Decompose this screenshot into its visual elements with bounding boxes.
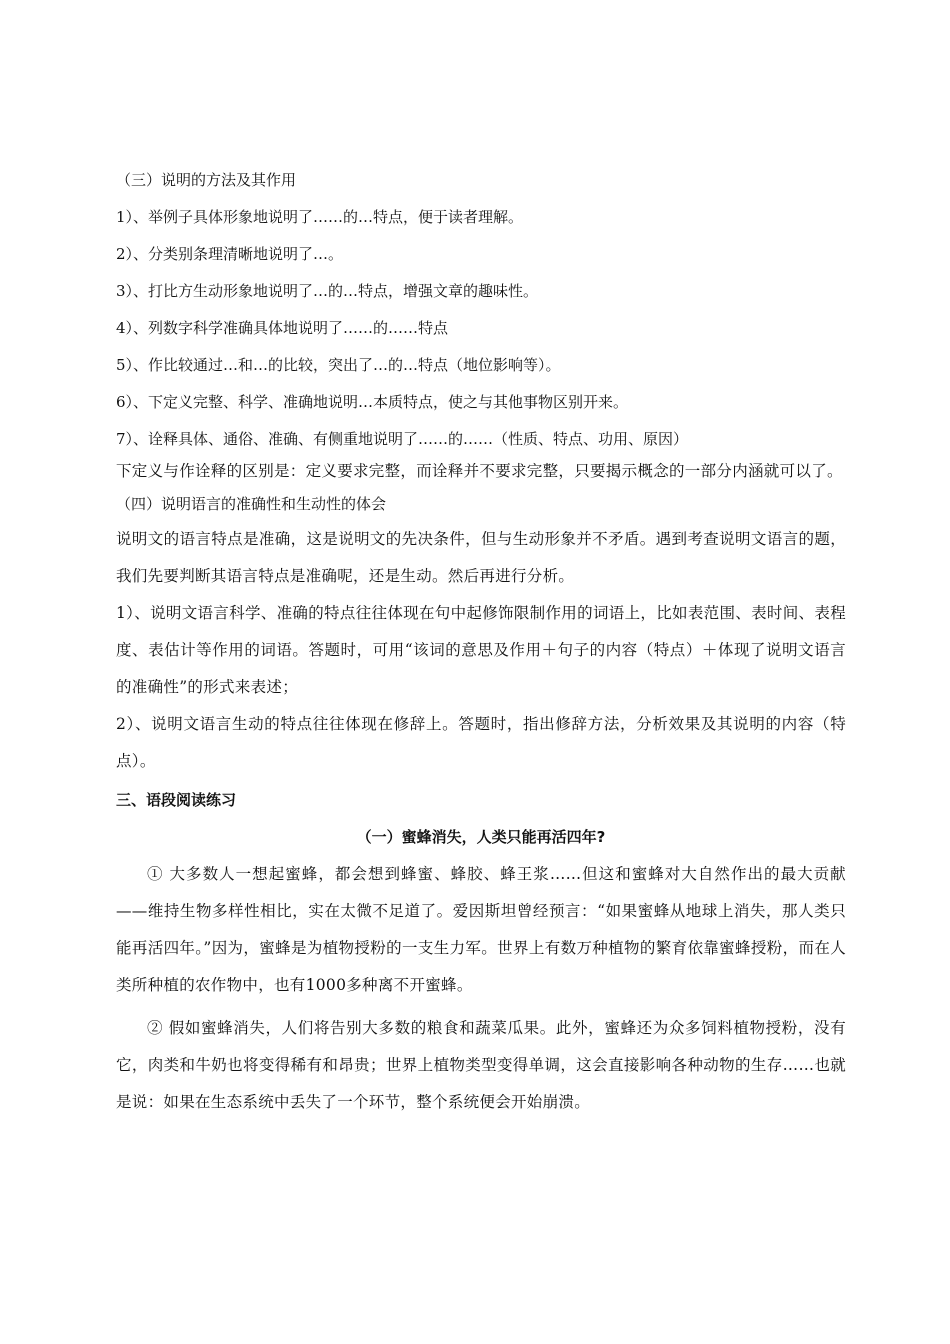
section4-point-2: 2）、说明文语言生动的特点往往体现在修辞上。答题时，指出修辞方法，分析效果及其说明的内容（特点）。 [116,715,846,770]
article-paragraph-2: ② 假如蜜蜂消失，人们将告别大多数的粮食和蔬菜瓜果。此外，蜜蜂还为众多饲料植物授粉，没有它，肉类和牛奶也将变得稀有和昂贵；世界上植物类型变得单调，这会直接影响各种动物的生存……也就是说：如果在生态系统中丢失了一个环节，整个系统便会开始崩溃。 [116,1019,846,1111]
section3-item-6: 6）、下定义完整、科学、准确地说明…本质特点，使之与其他事物区别开来。 [116,393,629,411]
section3-note: 下定义与作诠释的区别是：定义要求完整，而诠释并不要求完整，只要揭示概念的一部分内涵就可以了。 [116,462,843,480]
section3-item-2: 2）、分类别条理清晰地说明了…。 [116,245,344,263]
article-paragraph-1: ① 大多数人一想起蜜蜂，都会想到蜂蜜、蜂胶、蜂王浆……但这和蜜蜂对大自然作出的最大贡献——维持生物多样性相比，实在太微不足道了。爱因斯坦曾经预言：“如果蜜蜂从地球上消失，那人类只能再活四年。”因为，蜜蜂是为植物授粉的一支生力军。世界上有数万种植物的繁育依靠蜜蜂授粉，而在人类所种植的农作物中，也有1000多种离不开蜜蜂。 [116,865,846,994]
part3-heading: 三、语段阅读练习 [116,791,237,809]
document-body [116,170,846,1121]
article-title: （一）蜜蜂消失，人类只能再活四年? [356,828,606,846]
section3-heading: （三）说明的方法及其作用 [116,171,297,189]
section4-heading: （四）说明语言的准确性和生动性的体会 [116,495,387,513]
section3-item-5: 5）、作比较通过…和…的比较，突出了…的…特点（地位影响等）。 [116,356,561,374]
section4-intro: 说明文的语言特点是准确，这是说明文的先决条件，但与生动形象并不矛盾。遇到考查说明文语言的题，我们先要判断其语言特点是准确呢，还是生动。然后再进行分析。 [116,530,846,585]
section3-item-4: 4）、列数字科学准确具体地说明了……的……特点 [116,319,449,337]
section3-item-3: 3）、打比方生动形象地说明了…的…特点，增强文章的趣味性。 [116,282,539,300]
section4-point-1: 1）、说明文语言科学、准确的特点往往体现在句中起修饰限制作用的词语上，比如表范围、表时间、表程度、表估计等作用的词语。答题时，可用“该词的意思及作用＋句子的内容（特点）＋体现了说明文语言的准确性”的形式来表述； [116,604,846,696]
section3-item-7: 7）、诠释具体、通俗、准确、有侧重地说明了……的……（性质、特点、功用、原因） [116,430,689,448]
section3-item-1: 1）、举例子具体形象地说明了……的…特点，便于读者理解。 [116,208,524,226]
